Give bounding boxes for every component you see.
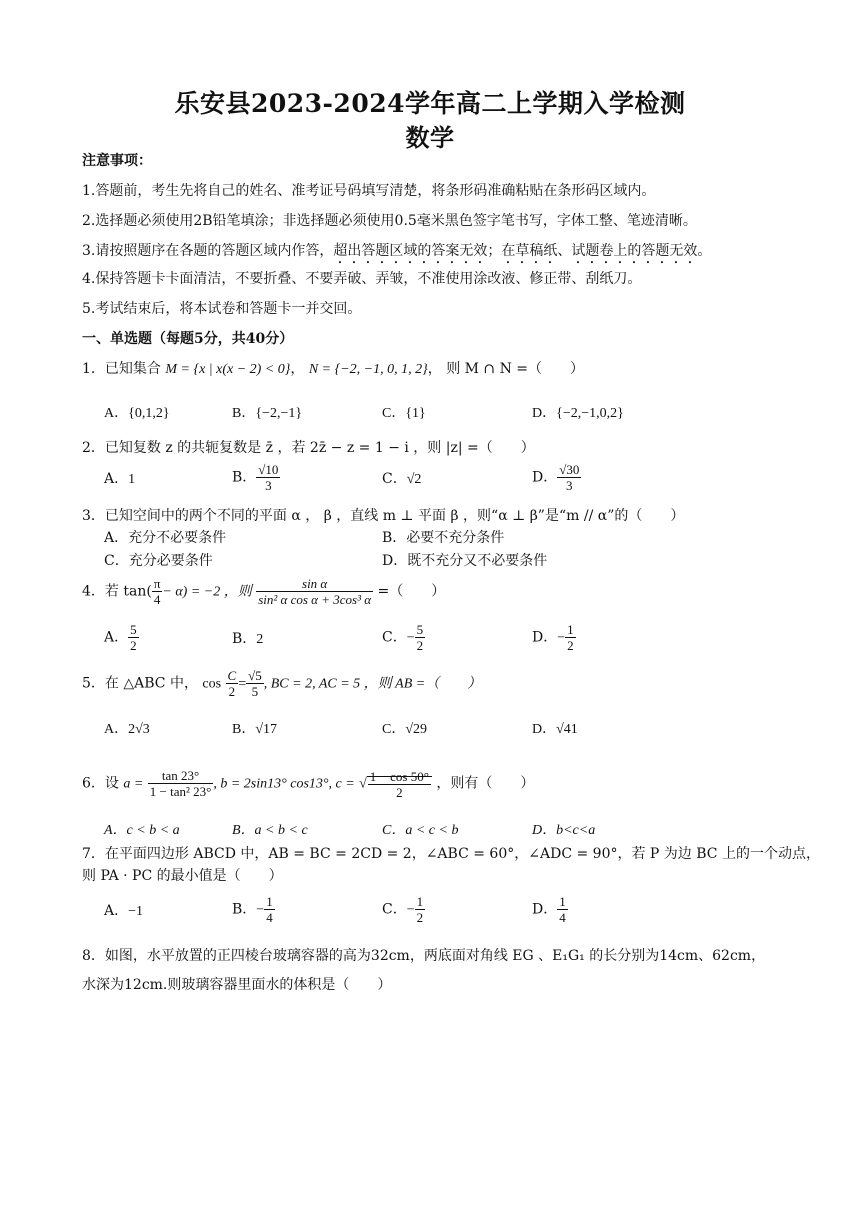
notice-item-2: 2.选择题必须使用2B铅笔填涂；非选择题必须使用0.5毫米黑色签字笔书写，字体工整、笔迹清晰。 [82,213,697,229]
question-1-stem: 1．已知集合 M = {x | x(x − 2) < 0}， N = {−2, −1, 0, 1, 2}， 则 M ∩ N =（ ） [82,361,585,377]
q6-a-den: 1 − tan² 23° [149,784,212,799]
q6-a-num: tan 23° [148,768,214,784]
q4-mid: − α) = −2 ，则 [162,584,252,600]
q7-b-den: 4 [266,910,273,925]
q6-option-c: C．a < c < b [382,823,459,838]
question-3-stem: 3．已知空间中的两个不同的平面 α ， β ，直线 m ⊥ 平面 β ，则“α ⊥ β”是“m // α”的（ ） [82,508,685,524]
notice-item-3-text: 3.请按照题序在各题的答题区域内作答， [82,243,334,259]
q6-intro: 6．设 [82,775,119,792]
q5-eq: = [238,676,247,692]
q4-c-label: C． [382,629,407,646]
q5-five: 5 [251,684,259,699]
q3-option-c: C．充分必要条件 [104,553,213,569]
q2-d-label: D． [532,469,558,486]
q4-option-c [382,622,425,653]
q5-option-a: A．2√3 [104,722,150,737]
q1-set-m: M = {x | x(x − 2) < 0} [165,362,291,377]
q7-c-label: C． [382,901,407,918]
q7-a-value: −1 [128,904,144,919]
q2-d-den: 3 [566,478,573,493]
q2-option-a [104,470,135,489]
q4-main-num: sin α [256,576,373,592]
q6-c-den: 2 [396,784,403,800]
q1-set-n: N = {−2, −1, 0, 1, 2} [308,362,428,377]
q2-d-num: √30 [559,462,580,477]
q6-c-num: 1 − cos 50° [369,768,429,784]
q5-rest: , BC = 2, AC = 5 ，则 AB =（ ） [263,676,482,692]
q4-main-den: sin² α cos α + 3cos³ α [258,592,372,607]
q4-d-label: D． [532,629,558,646]
q7-c-den: 2 [416,910,424,925]
q3-option-a: A．充分不必要条件 [104,530,227,546]
question-7-line-1: 7．在平面四边形 ABCD 中，AB = BC = 2CD = 2，∠ABC = 60°，∠ADC = 90°，若 P 为边 BC 上的一个动点， [82,846,820,862]
q2-option-b [232,462,280,493]
notice-item-3 [82,242,711,267]
q7-d-fraction [557,894,568,925]
q6-c-fraction [368,769,431,800]
q6-option-d: D．b<c<a [532,823,596,838]
q5-intro: 5．在 △ABC 中， [82,675,198,692]
question-8-line-1: 8．如图，水平放置的正四棱台玻璃容器的高为32cm，两底面对角线 EG 、E₁G₁ 的长分别为14cm、62cm， [82,948,766,964]
q7-c-sign: − [406,902,415,918]
q6-a-fraction [148,768,214,799]
q4-c-sign: − [406,630,415,646]
q4-pi-fraction [152,576,163,607]
q3-option-b: B．必要不充分条件 [382,530,505,546]
q5-root5-over-5 [246,668,264,699]
q5-option-d: D．√41 [532,722,578,737]
q7-option-b [232,894,275,925]
q4-end: =（ ） [377,583,446,600]
q5-half-c [226,668,239,699]
q4-b-value: 2 [256,632,264,647]
exam-subject: 数学 [405,123,455,152]
q5-two: 2 [228,684,236,699]
q4-option-d [532,622,576,653]
q7-b-label: B． [232,901,257,918]
q4-four: 4 [153,592,161,607]
q7-d-num: 1 [559,894,566,909]
question-7-line-2: 则 PA · PC 的最小值是（ ） [82,868,283,884]
q4-a-den: 2 [130,638,137,653]
q7-d-den: 4 [559,910,566,925]
q2-c-value: √2 [406,472,422,487]
q5-cos: cos [202,676,222,692]
q4-d-fraction [565,622,576,653]
exam-title: 乐安县2023-2024学年高二上学期入学检测 [174,89,686,118]
q2-b-den: 3 [265,478,272,493]
q4-a-label: A． [104,629,129,646]
q7-b-num: 1 [266,894,273,909]
q5-c: C [227,668,237,683]
q7-d-label: D． [532,901,558,918]
q4-d-den: 2 [567,638,574,653]
q6-option-b: B．a < b < c [232,823,308,838]
question-8-line-2: 水深为12cm.则玻璃容器里面水的体积是（ ） [82,977,392,993]
question-4-stem [82,576,445,607]
q1-option-c: C．{1} [382,406,426,421]
q4-d-sign: − [557,630,566,646]
q7-c-num: 1 [416,894,424,909]
question-5-stem [82,668,481,699]
q2-b-label: B． [232,469,257,486]
q4-a-fraction [128,622,139,653]
q7-b-fraction [264,894,275,925]
q4-b-label: B． [232,631,257,647]
q2-a-value: 1 [128,472,136,487]
q2-option-c [382,470,421,489]
q7-option-c [382,894,425,925]
q5-root5: √5 [248,668,262,683]
q2-b-num: √10 [258,462,279,477]
q7-c-fraction [415,894,426,925]
q6-b-part: , b = 2sin13° cos13°, c = [213,776,355,792]
q4-option-b [232,630,263,649]
q1-option-d: D．{−2,−1,0,2} [532,406,624,421]
q7-a-label: A． [104,903,129,919]
notice-item-5: 5.考试结束后，将本试卷和答题卡一并交回。 [82,301,362,317]
q6-option-a: A．c < b < a [104,823,180,838]
q4-intro: 4．若 tan( [82,583,152,600]
section-heading: 一、单选题（每题5分，共40分） [82,331,294,347]
q3-option-d: D．既不充分又不必要条件 [382,553,548,569]
q4-pi: π [153,576,161,591]
question-2-stem: 2．已知复数 z 的共轭复数是 z̄ ，若 2z̄ − z = 1 − i ，则 |z| =（ ） [82,440,535,456]
q4-c-num: 5 [416,622,424,637]
notice-item-4: 4.保持答题卡卡面清洁，不要折叠、不要弄破、弄皱，不准使用涂改液、修正带、刮纸刀。 [82,271,642,287]
q4-c-den: 2 [416,638,424,653]
q7-option-d [532,894,568,925]
q1-ask: 则 M ∩ N =（ ） [446,361,585,377]
q2-option-d [532,462,581,493]
q1-intro: 1．已知集合 [82,361,161,377]
q1-option-a: A．{0,1,2} [104,406,170,421]
q7-b-sign: − [256,902,265,918]
q2-b-fraction [256,462,280,493]
q2-c-label: C． [382,471,407,487]
notice-item-3-emphasis: 超出答题区域的答案无效；在草稿纸、试题卷上的答题无效。 [333,243,712,259]
q6-tail: ，则有（ ） [436,775,535,792]
q7-option-a [104,902,143,921]
question-6-stem [82,768,534,800]
q4-main-fraction [256,576,373,607]
q4-c-fraction [415,622,426,653]
notice-heading: 注意事项： [82,153,152,169]
q4-option-a [104,622,139,653]
q4-a-num: 5 [130,622,137,637]
q6-sqrt: √ $\frac{1 - \cos 50^\circ}{2}$ [359,776,432,792]
q2-a-label: A． [104,471,129,487]
q4-d-num: 1 [567,622,574,637]
notice-item-1: 1.答题前，考生先将自己的姓名、准考证号码填写清楚，将条形码准确粘贴在条形码区域内。 [82,183,656,199]
q5-option-c: C．√29 [382,722,428,737]
q2-d-fraction [557,462,581,493]
q1-option-b: B．{−2,−1} [232,406,303,421]
q5-option-b: B．√17 [232,722,278,737]
q6-a-eq: a = [123,776,144,792]
